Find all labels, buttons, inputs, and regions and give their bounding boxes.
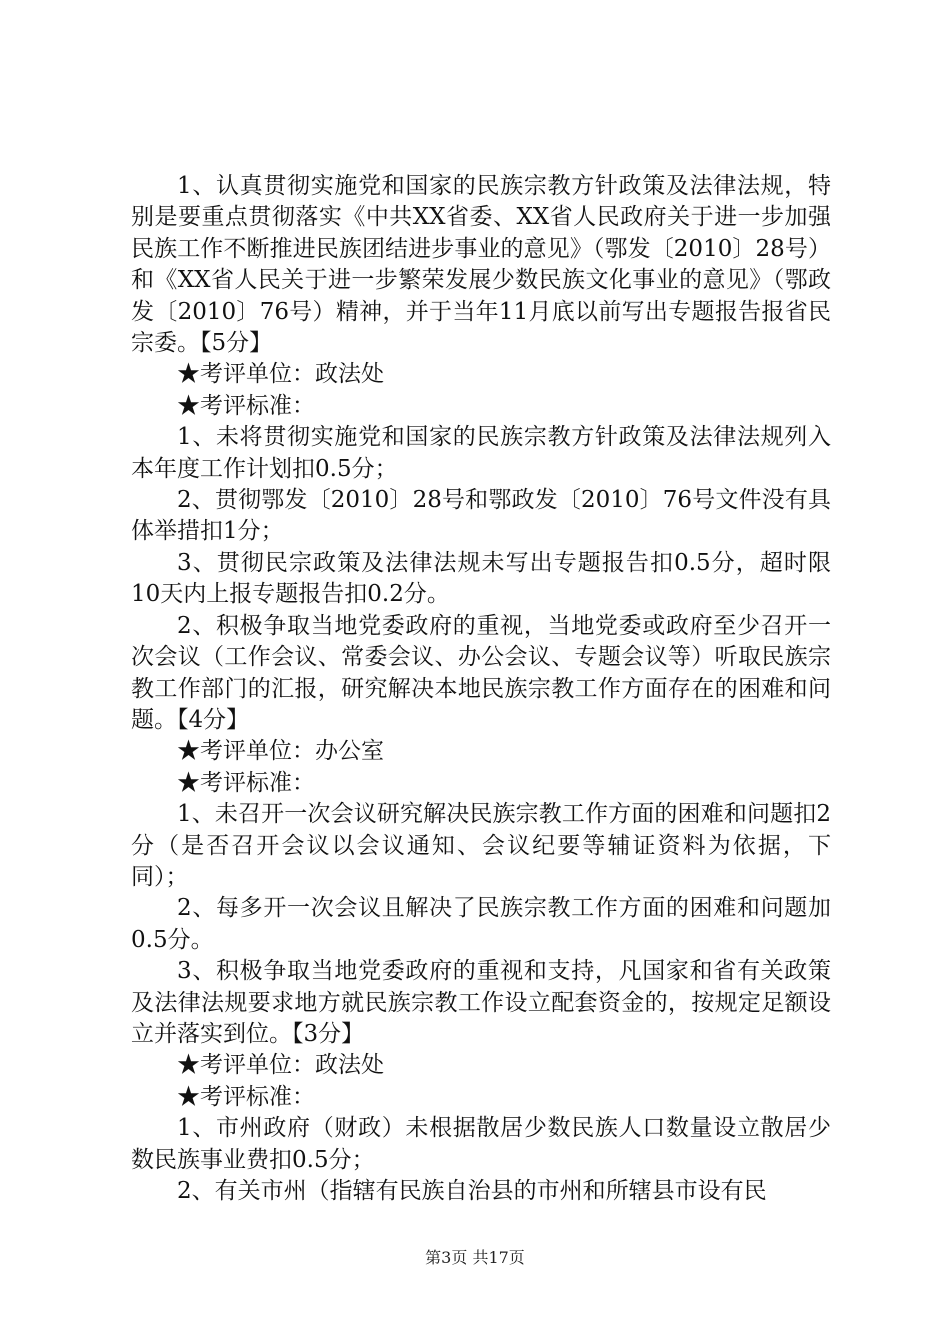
standard-item: 3、贯彻民宗政策及法律法规未写出专题报告扣0.5分，超时限10天内上报专题报告扣0.2分。 xyxy=(131,549,831,608)
standard-item: 1、未召开一次会议研究解决民族宗教工作方面的困难和问题扣2分（是否召开会议以会议通知、会议纪要等辅证资料为依据，下同）； xyxy=(131,801,831,890)
evaluation-standard-heading: ★考评标准： xyxy=(177,392,315,419)
page-number-label: 第3页 共17页 xyxy=(425,1248,525,1267)
paragraph-item-1: 1、认真贯彻实施党和国家的民族宗教方针政策及法律法规，特别是要重点贯彻落实《中共XX省委、XX省人民政府关于进一步加强民族工作不断推进民族团结进步事业的意见》（鄂发〔2010〕28号）和《XX省人民关于进一步繁荣发展少数民族文化事业的意见》（鄂政发〔2010〕76号）精神，并于当年11月底以前写出专题报告报省民宗委。【5分】 xyxy=(131,173,831,357)
paragraph-item-2: 2、积极争取当地党委政府的重视，当地党委或政府至少召开一次会议（工作会议、常委会议、办公会议、专题会议等）听取民族宗教工作部门的汇报，研究解决本地民族宗教工作方面存在的困难和问题。【4分】 xyxy=(131,612,831,733)
evaluation-unit-line: ★考评单位：办公室 xyxy=(177,738,384,765)
evaluation-standard-heading: ★考评标准： xyxy=(177,1083,315,1110)
standard-item: 2、有关市州（指辖有民族自治县的市州和所辖县市设有民 xyxy=(177,1178,767,1204)
page-footer xyxy=(0,1245,950,1268)
evaluation-standard-heading: ★考评标准： xyxy=(177,769,315,796)
document-body xyxy=(131,171,831,1207)
standard-item: 2、每多开一次会议且解决了民族宗教工作方面的困难和问题加0.5分。 xyxy=(131,895,831,953)
evaluation-unit-line: ★考评单位：政法处 xyxy=(177,1052,384,1079)
paragraph-item-3: 3、积极争取当地党委政府的重视和支持，凡国家和省有关政策及法律法规要求地方就民族宗教工作设立配套资金的，按规定足额设立并落实到位。【3分】 xyxy=(131,958,831,1047)
standard-item: 1、未将贯彻实施党和国家的民族宗教方针政策及法律法规列入本年度工作计划扣0.5分； xyxy=(131,424,831,482)
standard-item: 2、贯彻鄂发〔2010〕28号和鄂政发〔2010〕76号文件没有具体举措扣1分； xyxy=(131,487,831,545)
evaluation-unit-line: ★考评单位：政法处 xyxy=(177,361,384,388)
standard-item: 1、市州政府（财政）未根据散居少数民族人口数量设立散居少数民族事业费扣0.5分； xyxy=(131,1115,831,1173)
